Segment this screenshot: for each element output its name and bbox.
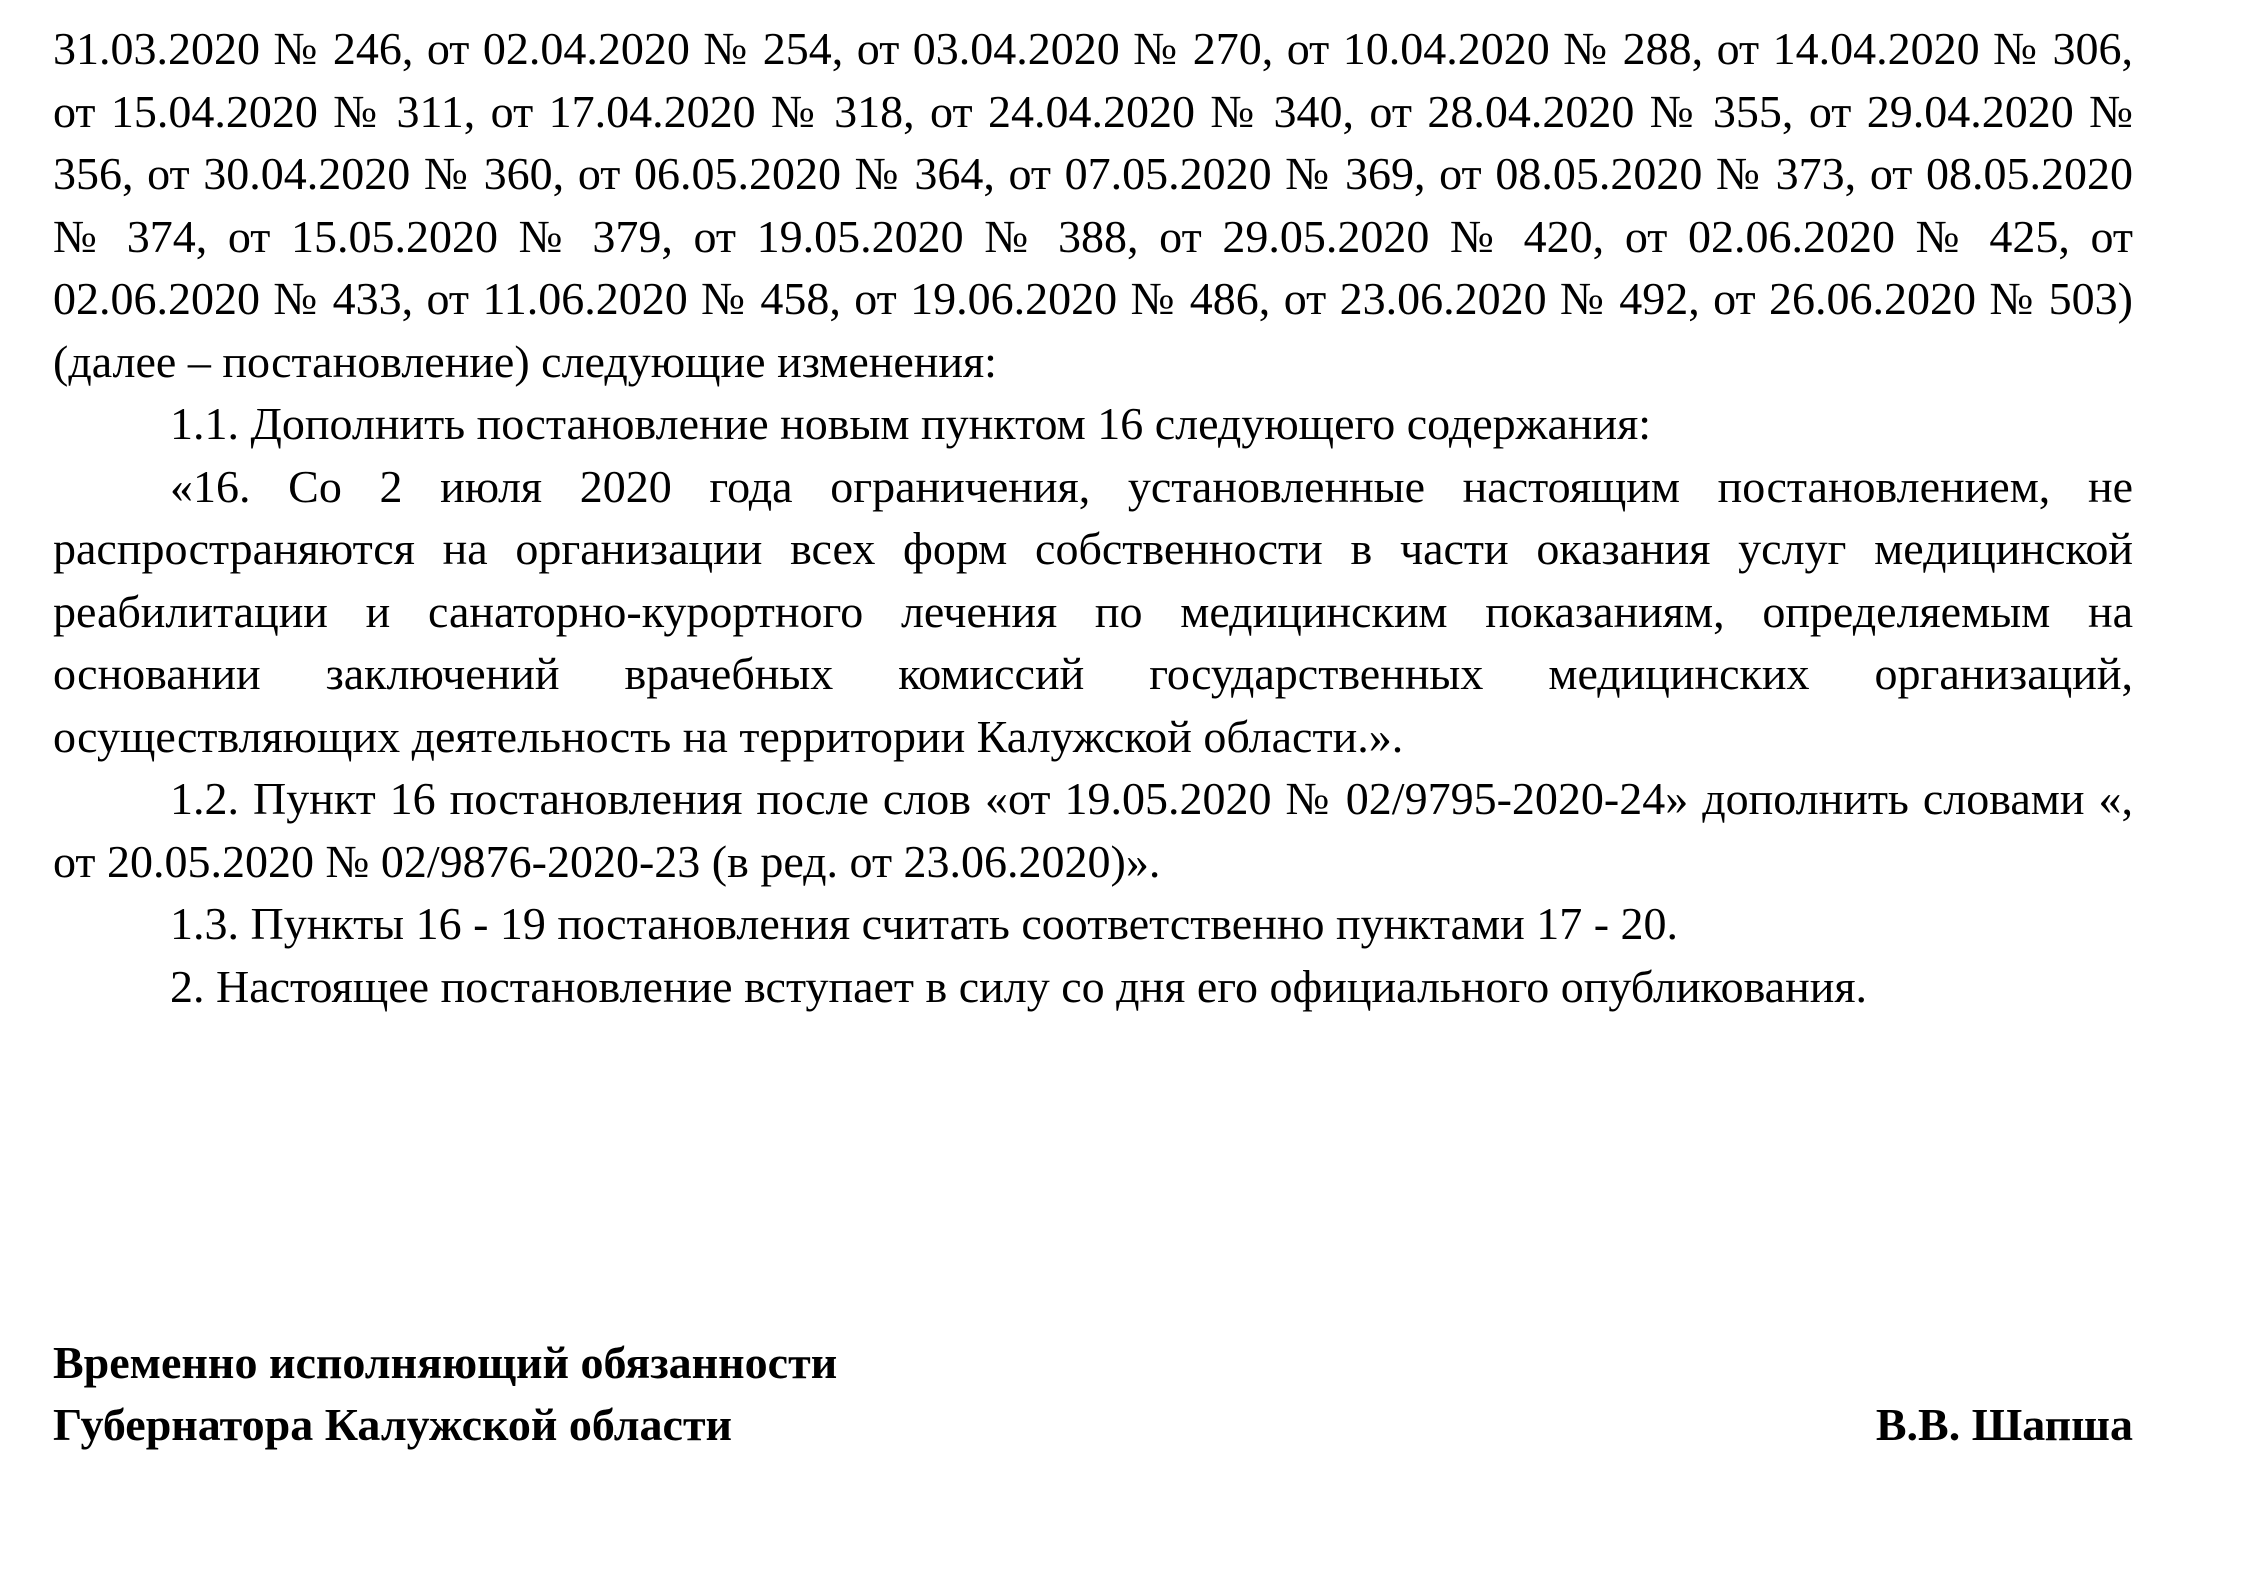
item-2-paragraph: 2. Настоящее постановление вступает в силу со дня его официального опубликования.	[170, 960, 1867, 1012]
signature-title-line2: Губернатора Калужской области	[53, 1399, 733, 1450]
signature-block	[53, 1332, 2133, 1456]
item-16-quote-paragraph: «16. Со 2 июля 2020 года ограничения, установленные настоящим постановлением, не распространяются на организации всех форм собственности в части оказания услуг медицинской реабилитации и санаторно-курортного лечения по медицинским показаниям, определяемым на основании заключений врачебных комиссий государственных медицинских организаций, осуществляющих деятельность на территории Калужской области.».	[53, 460, 2133, 762]
signatory-name: В.В. Шапша	[1875, 1399, 2133, 1450]
item-1-2-paragraph: 1.2. Пункт 16 постановления после слов «от 19.05.2020 № 02/9795-2020-24» дополнить словами «, от 20.05.2020 № 02/9876-2020-23 (в ред. от 23.06.2020)».	[53, 773, 2133, 887]
item-1-1-paragraph: 1.1. Дополнить постановление новым пунктом 16 следующего содержания:	[170, 398, 1652, 449]
document-text	[53, 18, 2133, 1018]
signature-title-line1: Временно исполняющий обязанности	[53, 1337, 838, 1388]
document-body	[53, 18, 2133, 1018]
item-1-3-paragraph: 1.3. Пункты 16 - 19 постановления считать соответственно пунктами 17 - 20.	[170, 898, 1679, 949]
signature-line	[53, 1394, 2133, 1456]
intro-paragraph: 31.03.2020 № 246, от 02.04.2020 № 254, от 03.04.2020 № 270, от 10.04.2020 № 288, от 14.04.2020 № 306, от 15.04.2020 № 311, от 17.04.2020 № 318, от 24.04.2020 № 340, от 28.04.2020 № 355, от 29.04.2020 № 356, от 30.04.2020 № 360, от 06.05.2020 № 364, от 07.05.2020 № 369, от 08.05.2020 № 373, от 08.05.2020 № 374, от 15.05.2020 № 379, от 19.05.2020 № 388, от 29.05.2020 № 420, от 02.06.2020 № 425, от 02.06.2020 № 433, от 11.06.2020 № 458, от 19.06.2020 № 486, от 23.06.2020 № 492, от 26.06.2020 № 503) (далее – постановление) следующие изменения:	[53, 23, 2133, 387]
